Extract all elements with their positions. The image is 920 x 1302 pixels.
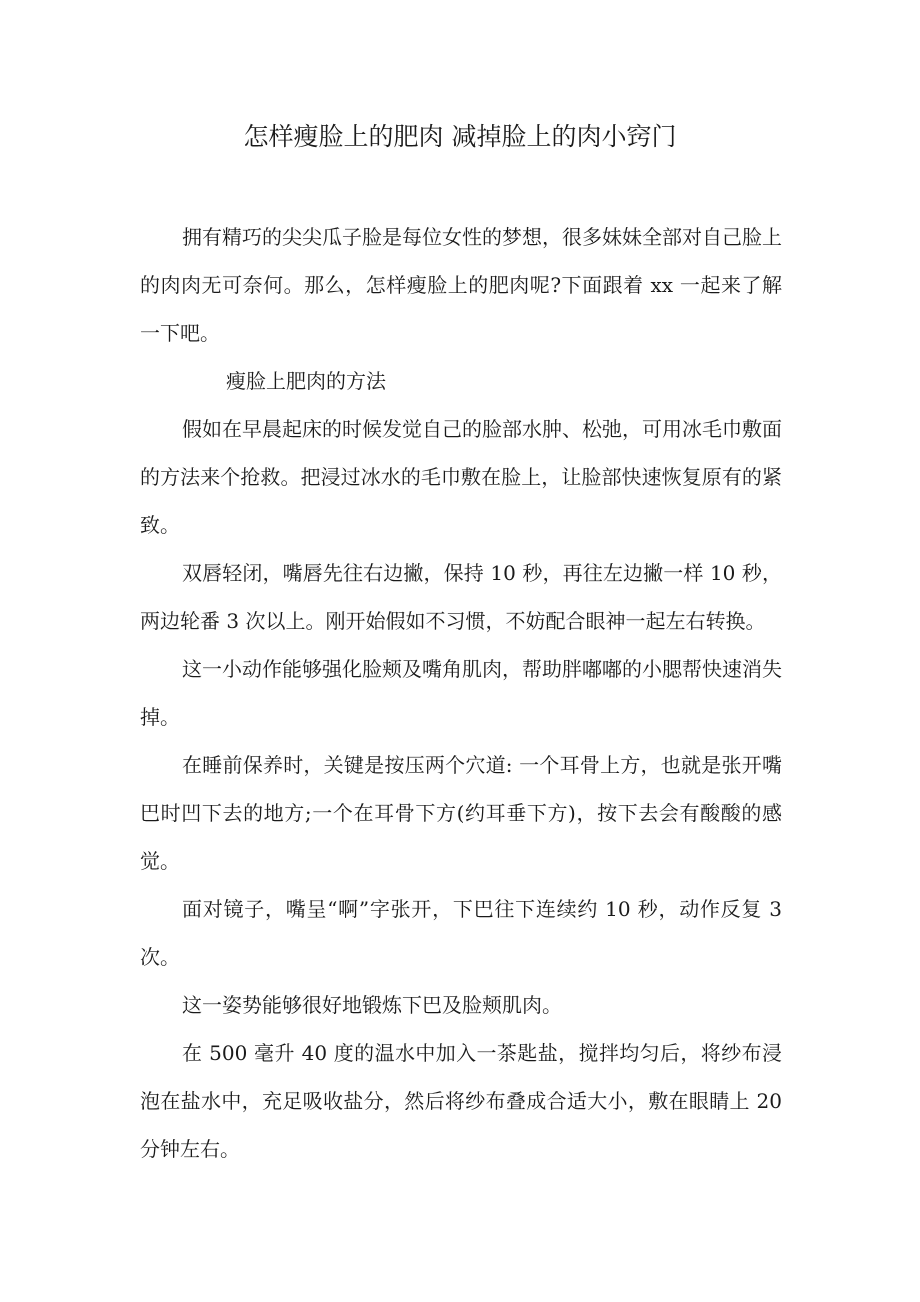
paragraph-mouth-benefit: 这一姿势能够很好地锻炼下巴及脸颊肌肉。 [182,993,562,1017]
paragraph-lip-benefit: 这一小动作能够强化脸颊及嘴角肌肉，帮助胖嘟嘟的小腮帮快速消失掉。 [140,657,782,729]
paragraph-salt-water: 在 500 毫升 40 度的温水中加入一茶匙盐，搅拌均匀后，将纱布浸泡在盐水中，充足吸收盐分，然后将纱布叠成合适大小，敷在眼睛上 20 分钟左右。 [140,1041,782,1161]
document-title: 怎样瘦脸上的肥肉 减掉脸上的肉小窍门 [243,122,677,151]
section-heading: 瘦脸上肥肉的方法 [226,369,386,393]
paragraph-acupoints: 在睡前保养时，关键是按压两个穴道: 一个耳骨上方，也就是张开嘴巴时凹下去的地方;一个在耳骨下方(约耳垂下方)，按下去会有酸酸的感觉。 [140,753,782,873]
paragraph-cold-towel: 假如在早晨起床的时候发觉自己的脸部水肿、松弛，可用冰毛巾敷面的方法来个抢救。把浸过冰水的毛巾敷在脸上，让脸部快速恢复原有的紧致。 [140,417,782,537]
paragraph-mouth-exercise: 面对镜子，嘴呈“啊”字张开，下巴往下连续约 10 秒，动作反复 3 次。 [140,897,782,969]
document-body [140,213,782,1173]
paragraph-intro: 拥有精巧的尖尖瓜子脸是每位女性的梦想，很多妹妹全部对自己脸上的肉肉无可奈何。那么，怎样瘦脸上的肥肉呢?下面跟着 xx 一起来了解一下吧。 [140,225,782,345]
paragraph-lip-exercise: 双唇轻闭，嘴唇先往右边撇，保持 10 秒，再往左边撇一样 10 秒，两边轮番 3 次以上。刚开始假如不习惯，不妨配合眼神一起左右转换。 [140,561,782,633]
